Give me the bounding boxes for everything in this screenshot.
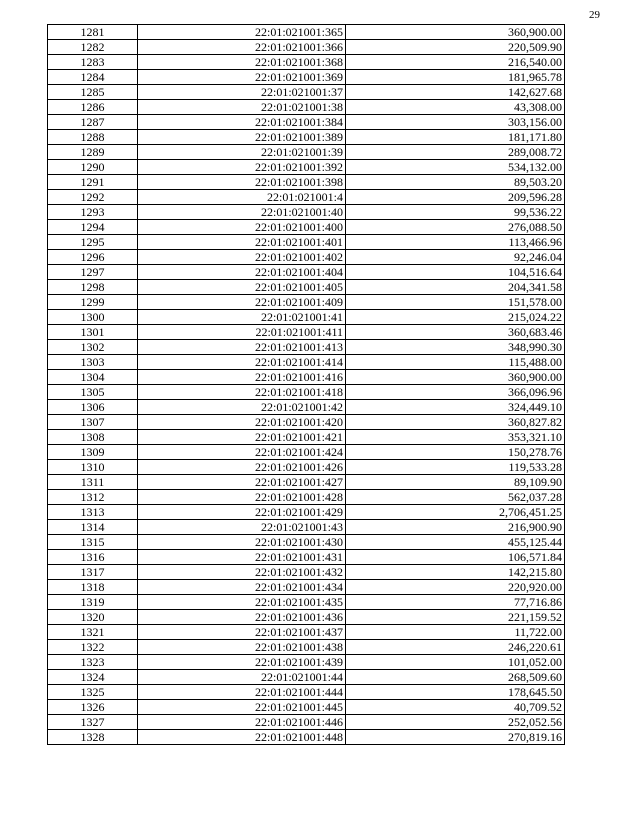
cadastral-number-cell: 22:01:021001:435 <box>138 595 346 610</box>
value-cell: 151,578.00 <box>346 295 565 310</box>
value-cell: 268,509.60 <box>346 670 565 685</box>
table-row <box>48 310 565 325</box>
page-number: 29 <box>589 9 600 21</box>
row-number-cell: 1325 <box>48 685 138 700</box>
row-number-cell: 1297 <box>48 265 138 280</box>
cadastral-number-cell: 22:01:021001:444 <box>138 685 346 700</box>
table-row <box>48 145 565 160</box>
row-number-cell: 1320 <box>48 610 138 625</box>
value-cell: 348,990.30 <box>346 340 565 355</box>
table-row <box>48 355 565 370</box>
value-cell: 303,156.00 <box>346 115 565 130</box>
value-cell: 221,159.52 <box>346 610 565 625</box>
cadastral-number-cell: 22:01:021001:448 <box>138 730 346 745</box>
table-row <box>48 40 565 55</box>
cadastral-number-cell: 22:01:021001:392 <box>138 160 346 175</box>
value-cell: 92,246.04 <box>346 250 565 265</box>
cadastral-number-cell: 22:01:021001:384 <box>138 115 346 130</box>
cadastral-number-cell: 22:01:021001:426 <box>138 460 346 475</box>
value-cell: 246,220.61 <box>346 640 565 655</box>
table-row <box>48 715 565 730</box>
cadastral-number-cell: 22:01:021001:404 <box>138 265 346 280</box>
table-row <box>48 610 565 625</box>
cadastral-number-cell: 22:01:021001:365 <box>138 25 346 40</box>
cadastral-number-cell: 22:01:021001:400 <box>138 220 346 235</box>
cadastral-number-cell: 22:01:021001:40 <box>138 205 346 220</box>
table-row <box>48 220 565 235</box>
row-number-cell: 1321 <box>48 625 138 640</box>
row-number-cell: 1323 <box>48 655 138 670</box>
row-number-cell: 1292 <box>48 190 138 205</box>
row-number-cell: 1281 <box>48 25 138 40</box>
cadastral-number-cell: 22:01:021001:436 <box>138 610 346 625</box>
value-cell: 89,503.20 <box>346 175 565 190</box>
value-cell: 40,709.52 <box>346 700 565 715</box>
cadastral-number-cell: 22:01:021001:416 <box>138 370 346 385</box>
cadastral-number-cell: 22:01:021001:39 <box>138 145 346 160</box>
row-number-cell: 1283 <box>48 55 138 70</box>
row-number-cell: 1298 <box>48 280 138 295</box>
table-row <box>48 520 565 535</box>
value-cell: 101,052.00 <box>346 655 565 670</box>
row-number-cell: 1294 <box>48 220 138 235</box>
cadastral-number-cell: 22:01:021001:414 <box>138 355 346 370</box>
cadastral-number-cell: 22:01:021001:41 <box>138 310 346 325</box>
table-row <box>48 445 565 460</box>
table-row <box>48 580 565 595</box>
table-row <box>48 25 565 40</box>
value-cell: 360,683.46 <box>346 325 565 340</box>
cadastral-number-cell: 22:01:021001:427 <box>138 475 346 490</box>
row-number-cell: 1319 <box>48 595 138 610</box>
value-cell: 360,900.00 <box>346 25 565 40</box>
row-number-cell: 1305 <box>48 385 138 400</box>
row-number-cell: 1285 <box>48 85 138 100</box>
table-row <box>48 475 565 490</box>
table-row <box>48 505 565 520</box>
row-number-cell: 1291 <box>48 175 138 190</box>
table-row <box>48 685 565 700</box>
cadastral-number-cell: 22:01:021001:437 <box>138 625 346 640</box>
cadastral-number-cell: 22:01:021001:420 <box>138 415 346 430</box>
row-number-cell: 1308 <box>48 430 138 445</box>
row-number-cell: 1286 <box>48 100 138 115</box>
table-row <box>48 325 565 340</box>
value-cell: 366,096.96 <box>346 385 565 400</box>
value-cell: 104,516.64 <box>346 265 565 280</box>
row-number-cell: 1315 <box>48 535 138 550</box>
cadastral-number-cell: 22:01:021001:413 <box>138 340 346 355</box>
table-row <box>48 160 565 175</box>
cadastral-number-cell: 22:01:021001:428 <box>138 490 346 505</box>
cadastral-number-cell: 22:01:021001:411 <box>138 325 346 340</box>
row-number-cell: 1318 <box>48 580 138 595</box>
cadastral-number-cell: 22:01:021001:432 <box>138 565 346 580</box>
table-row <box>48 490 565 505</box>
row-number-cell: 1287 <box>48 115 138 130</box>
cadastral-value-table <box>47 24 565 745</box>
value-cell: 142,627.68 <box>346 85 565 100</box>
value-cell: 209,596.28 <box>346 190 565 205</box>
value-cell: 276,088.50 <box>346 220 565 235</box>
table-row <box>48 730 565 745</box>
cadastral-number-cell: 22:01:021001:398 <box>138 175 346 190</box>
value-cell: 562,037.28 <box>346 490 565 505</box>
table-row <box>48 655 565 670</box>
value-cell: 119,533.28 <box>346 460 565 475</box>
value-cell: 178,645.50 <box>346 685 565 700</box>
value-cell: 43,308.00 <box>346 100 565 115</box>
value-cell: 220,509.90 <box>346 40 565 55</box>
row-number-cell: 1311 <box>48 475 138 490</box>
cadastral-number-cell: 22:01:021001:418 <box>138 385 346 400</box>
row-number-cell: 1322 <box>48 640 138 655</box>
row-number-cell: 1284 <box>48 70 138 85</box>
value-cell: 113,466.96 <box>346 235 565 250</box>
row-number-cell: 1302 <box>48 340 138 355</box>
cadastral-number-cell: 22:01:021001:445 <box>138 700 346 715</box>
row-number-cell: 1326 <box>48 700 138 715</box>
table-row <box>48 265 565 280</box>
table-row <box>48 595 565 610</box>
cadastral-number-cell: 22:01:021001:44 <box>138 670 346 685</box>
cadastral-number-cell: 22:01:021001:4 <box>138 190 346 205</box>
table-row <box>48 205 565 220</box>
table-body <box>48 25 565 745</box>
value-cell: 99,536.22 <box>346 205 565 220</box>
value-cell: 181,965.78 <box>346 70 565 85</box>
row-number-cell: 1299 <box>48 295 138 310</box>
row-number-cell: 1300 <box>48 310 138 325</box>
row-number-cell: 1312 <box>48 490 138 505</box>
row-number-cell: 1288 <box>48 130 138 145</box>
value-cell: 150,278.76 <box>346 445 565 460</box>
table-row <box>48 100 565 115</box>
table-row <box>48 190 565 205</box>
table-row <box>48 565 565 580</box>
row-number-cell: 1309 <box>48 445 138 460</box>
table-row <box>48 460 565 475</box>
table-row <box>48 640 565 655</box>
cadastral-number-cell: 22:01:021001:401 <box>138 235 346 250</box>
cadastral-number-cell: 22:01:021001:366 <box>138 40 346 55</box>
row-number-cell: 1317 <box>48 565 138 580</box>
row-number-cell: 1290 <box>48 160 138 175</box>
value-cell: 216,540.00 <box>346 55 565 70</box>
row-number-cell: 1324 <box>48 670 138 685</box>
value-cell: 11,722.00 <box>346 625 565 640</box>
cadastral-number-cell: 22:01:021001:429 <box>138 505 346 520</box>
row-number-cell: 1306 <box>48 400 138 415</box>
cadastral-number-cell: 22:01:021001:409 <box>138 295 346 310</box>
row-number-cell: 1282 <box>48 40 138 55</box>
cadastral-number-cell: 22:01:021001:389 <box>138 130 346 145</box>
table-row <box>48 55 565 70</box>
cadastral-number-cell: 22:01:021001:434 <box>138 580 346 595</box>
row-number-cell: 1296 <box>48 250 138 265</box>
row-number-cell: 1303 <box>48 355 138 370</box>
row-number-cell: 1316 <box>48 550 138 565</box>
cadastral-number-cell: 22:01:021001:42 <box>138 400 346 415</box>
table-row <box>48 280 565 295</box>
cadastral-number-cell: 22:01:021001:368 <box>138 55 346 70</box>
cadastral-number-cell: 22:01:021001:421 <box>138 430 346 445</box>
table-row <box>48 235 565 250</box>
table-row <box>48 430 565 445</box>
value-cell: 2,706,451.25 <box>346 505 565 520</box>
value-cell: 115,488.00 <box>346 355 565 370</box>
value-cell: 252,052.56 <box>346 715 565 730</box>
value-cell: 89,109.90 <box>346 475 565 490</box>
row-number-cell: 1327 <box>48 715 138 730</box>
value-cell: 204,341.58 <box>346 280 565 295</box>
cadastral-number-cell: 22:01:021001:37 <box>138 85 346 100</box>
cadastral-number-cell: 22:01:021001:43 <box>138 520 346 535</box>
table-row <box>48 670 565 685</box>
value-cell: 215,024.22 <box>346 310 565 325</box>
value-cell: 216,900.90 <box>346 520 565 535</box>
table-row <box>48 625 565 640</box>
cadastral-number-cell: 22:01:021001:438 <box>138 640 346 655</box>
value-cell: 534,132.00 <box>346 160 565 175</box>
value-cell: 353,321.10 <box>346 430 565 445</box>
table-row <box>48 115 565 130</box>
row-number-cell: 1307 <box>48 415 138 430</box>
row-number-cell: 1310 <box>48 460 138 475</box>
row-number-cell: 1293 <box>48 205 138 220</box>
value-cell: 270,819.16 <box>346 730 565 745</box>
cadastral-number-cell: 22:01:021001:446 <box>138 715 346 730</box>
table-row <box>48 250 565 265</box>
cadastral-number-cell: 22:01:021001:405 <box>138 280 346 295</box>
value-cell: 324,449.10 <box>346 400 565 415</box>
value-cell: 181,171.80 <box>346 130 565 145</box>
cadastral-number-cell: 22:01:021001:430 <box>138 535 346 550</box>
table-row <box>48 700 565 715</box>
table-row <box>48 385 565 400</box>
table-row <box>48 85 565 100</box>
cadastral-number-cell: 22:01:021001:424 <box>138 445 346 460</box>
cadastral-number-cell: 22:01:021001:439 <box>138 655 346 670</box>
table-row <box>48 70 565 85</box>
value-cell: 106,571.84 <box>346 550 565 565</box>
table-row <box>48 340 565 355</box>
row-number-cell: 1295 <box>48 235 138 250</box>
table-row <box>48 295 565 310</box>
row-number-cell: 1289 <box>48 145 138 160</box>
table-row <box>48 550 565 565</box>
row-number-cell: 1313 <box>48 505 138 520</box>
table-row <box>48 400 565 415</box>
cadastral-number-cell: 22:01:021001:431 <box>138 550 346 565</box>
cadastral-number-cell: 22:01:021001:38 <box>138 100 346 115</box>
value-cell: 360,827.82 <box>346 415 565 430</box>
cadastral-number-cell: 22:01:021001:402 <box>138 250 346 265</box>
value-cell: 77,716.86 <box>346 595 565 610</box>
cadastral-number-cell: 22:01:021001:369 <box>138 70 346 85</box>
value-cell: 142,215.80 <box>346 565 565 580</box>
value-cell: 289,008.72 <box>346 145 565 160</box>
row-number-cell: 1314 <box>48 520 138 535</box>
table-row <box>48 130 565 145</box>
table-row <box>48 370 565 385</box>
row-number-cell: 1304 <box>48 370 138 385</box>
row-number-cell: 1301 <box>48 325 138 340</box>
value-cell: 455,125.44 <box>346 535 565 550</box>
table-row <box>48 175 565 190</box>
value-cell: 220,920.00 <box>346 580 565 595</box>
table-row <box>48 535 565 550</box>
row-number-cell: 1328 <box>48 730 138 745</box>
value-cell: 360,900.00 <box>346 370 565 385</box>
table-row <box>48 415 565 430</box>
